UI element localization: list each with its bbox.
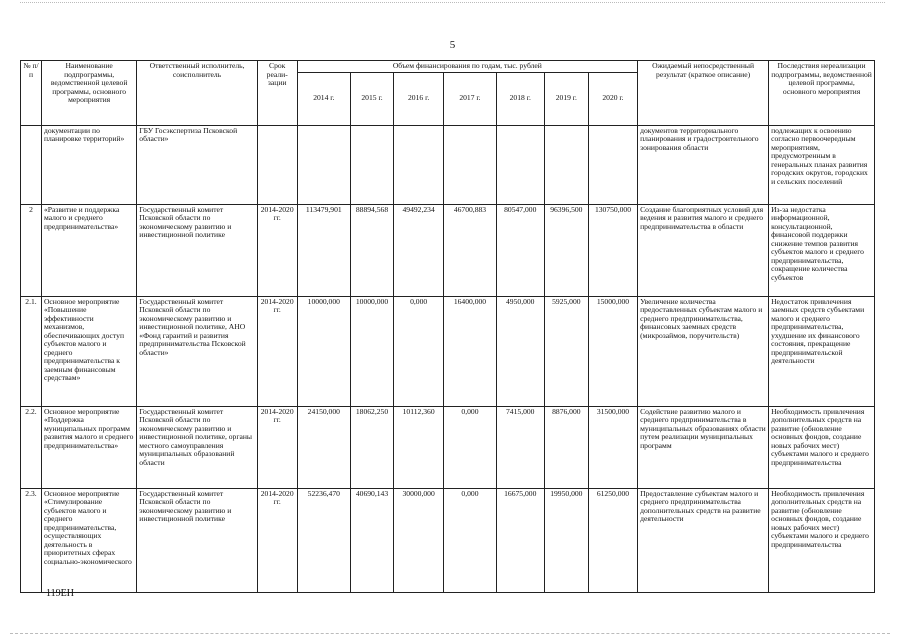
- row-consequences: подлежащих к освоению согласно первоочередным мероприятиям, предусмотренным в генеральных планах развития городских округов, городских и сельских поселений: [769, 125, 875, 204]
- header-year: 2014 г.: [297, 72, 350, 125]
- row-consequences: Необходимость привлечения дополнительных средств на развитие (обновление основных фондов, создание новых рабочих мест) субъектами малого и среднего предпринимательства: [769, 406, 875, 488]
- table-row: [21, 296, 875, 406]
- header-name: Наименование подпрограммы, ведомственной целевой программы, основного мероприятия: [41, 61, 136, 126]
- row-value: 4950,000: [496, 296, 544, 406]
- header-year: 2019 г.: [544, 72, 588, 125]
- row-value: [393, 125, 443, 204]
- row-name: «Развитие и поддержка малого и среднего предпринимательства»: [41, 204, 136, 296]
- row-no: 2.1.: [21, 296, 42, 406]
- row-term: [257, 125, 297, 204]
- row-value: 16400,000: [444, 296, 496, 406]
- row-value: 19950,000: [544, 488, 588, 592]
- row-value: 31500,000: [588, 406, 637, 488]
- row-value: [496, 125, 544, 204]
- header-year: 2018 г.: [496, 72, 544, 125]
- row-name: документации по планировке территорий»: [41, 125, 136, 204]
- row-term: 2014-2020 гг.: [257, 406, 297, 488]
- row-value: 61250,000: [588, 488, 637, 592]
- row-no: [21, 125, 42, 204]
- row-executor: Государственный комитет Псковской области по экономическому развитию и инвестиционной политике, АНО «Фонд гарантий и развития предпринимательства Псковской области»: [137, 296, 257, 406]
- row-consequences: Недостаток привлечения заемных средств субъектами малого и среднего предпринимательства, ухудшение их финансового состояния, прекращение предпринимательской деятельности: [769, 296, 875, 406]
- row-value: [297, 125, 350, 204]
- row-value: 96396,500: [544, 204, 588, 296]
- row-term: 2014-2020 гг.: [257, 296, 297, 406]
- row-no: 2.3.: [21, 488, 42, 592]
- row-value: 7415,000: [496, 406, 544, 488]
- row-result: документов территориального планирования и градостроительного зонирования области: [638, 125, 769, 204]
- funding-table: [20, 60, 875, 593]
- row-value: 24150,000: [297, 406, 350, 488]
- row-name: Основное мероприятие «Стимулирование субъектов малого и среднего предпринимательства, осуществляющих деятельность в приоритетных сферах социально-экономического: [41, 488, 136, 592]
- row-value: 10112,360: [393, 406, 443, 488]
- row-name: Основное мероприятие «Поддержка муниципальных программ развития малого и среднего предпринимательства»: [41, 406, 136, 488]
- row-result: Увеличение количества предоставленных субъектам малого и среднего предпринимательства, финансовых заемных средств (микрозаймов, поручительств): [638, 296, 769, 406]
- row-value: 88894,568: [351, 204, 394, 296]
- row-consequences: Необходимость привлечения дополнительных средств на развитие (обновление основных фондов, создание новых рабочих мест) субъектами малого и среднего предпринимательства: [769, 488, 875, 592]
- page-number: 5: [449, 39, 456, 51]
- top-scan-rule: [20, 2, 885, 3]
- row-value: 18062,250: [351, 406, 394, 488]
- header-result: Ожидаемый непосредственный результат (краткое описание): [638, 61, 769, 126]
- row-value: 40690,143: [351, 488, 394, 592]
- row-result: Создание благоприятных условий для ведения и развития малого и среднего предпринимательства в области: [638, 204, 769, 296]
- row-value: 30000,000: [393, 488, 443, 592]
- header-no: № п/п: [21, 61, 42, 126]
- bottom-scan-rule: [10, 633, 890, 634]
- row-value: 80547,000: [496, 204, 544, 296]
- table-row: [21, 406, 875, 488]
- header-row-1: [21, 61, 875, 73]
- row-value: [588, 125, 637, 204]
- row-term: 2014-2020 гг.: [257, 204, 297, 296]
- row-executor: Государственный комитет Псковской области по экономическому развитию и инвестиционной политике: [137, 488, 257, 592]
- header-year: 2015 г.: [351, 72, 394, 125]
- row-consequences: Из-за недостатка информационной, консультационной, финансовой поддержки снижение темпов развития субъектов малого и среднего предпринимательства, сокращение количества субъектов: [769, 204, 875, 296]
- row-executor: Государственный комитет Псковской области по экономическому развитию и инвестиционной политике: [137, 204, 257, 296]
- row-value: 0,000: [393, 296, 443, 406]
- row-no: 2: [21, 204, 42, 296]
- row-value: 0,000: [444, 488, 496, 592]
- row-value: 10000,000: [297, 296, 350, 406]
- row-no: 2.2.: [21, 406, 42, 488]
- header-year: 2020 г.: [588, 72, 637, 125]
- row-value: 16675,000: [496, 488, 544, 592]
- row-value: 49492,234: [393, 204, 443, 296]
- header-term: Срок реали-зации: [257, 61, 297, 126]
- row-executor: Государственный комитет Псковской области по экономическому развитию и инвестиционной политике, органы местного самоуправления муниципальных образований области: [137, 406, 257, 488]
- header-executor: Ответственный исполнитель, соисполнитель: [137, 61, 257, 126]
- row-result: Предоставление субъектам малого и среднего предпринимательства дополнительных средств на развитие деятельности: [638, 488, 769, 592]
- row-result: Содействие развитию малого и среднего предпринимательства в муниципальных образованиях области путем реализации муниципальных программ: [638, 406, 769, 488]
- row-value: 5925,000: [544, 296, 588, 406]
- row-value: [444, 125, 496, 204]
- row-value: [351, 125, 394, 204]
- row-value: 113479,901: [297, 204, 350, 296]
- row-term: 2014-2020 гг.: [257, 488, 297, 592]
- row-value: 10000,000: [351, 296, 394, 406]
- footer-code: 119EH: [46, 588, 74, 599]
- row-value: 8876,000: [544, 406, 588, 488]
- table-row: [21, 488, 875, 592]
- table-row: [21, 204, 875, 296]
- row-value: 52236,470: [297, 488, 350, 592]
- header-year: 2017 г.: [444, 72, 496, 125]
- header-consequences: Последствия нереализации подпрограммы, ведомственной целевой программы, основного мероприятия: [769, 61, 875, 126]
- row-value: 46700,883: [444, 204, 496, 296]
- table-row: [21, 125, 875, 204]
- row-value: 15000,000: [588, 296, 637, 406]
- header-year: 2016 г.: [393, 72, 443, 125]
- row-value: 130750,000: [588, 204, 637, 296]
- row-value: [544, 125, 588, 204]
- row-value: 0,000: [444, 406, 496, 488]
- row-name: Основное мероприятие «Повышение эффективности механизмов, обеспечивающих доступ субъектов малого и среднего предпринимательства к заемным финансовым средствам»: [41, 296, 136, 406]
- row-executor: ГБУ Госэкспертиза Псковской области»: [137, 125, 257, 204]
- header-funding: Объем финансирования по годам, тыс. рублей: [297, 61, 638, 73]
